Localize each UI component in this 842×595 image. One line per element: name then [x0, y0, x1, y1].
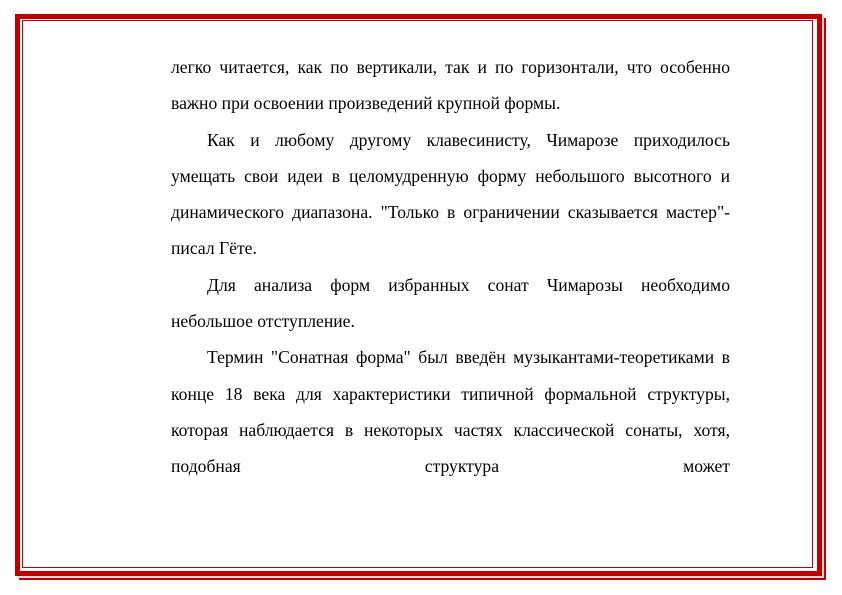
body-text — [171, 49, 730, 485]
paragraph-sonata-form-term: Термин "Сонатная форма" был введён музыкантами-теоретиками в конце 18 века для характеристики типичной формальной структуры, которая наблюдается в некоторых частях классической сонаты, хотя, подобная структура может — [171, 347, 730, 477]
paragraph-continuation: легко читается, как по вертикали, так и по горизонтали, что особенно важно при освоении произведений крупной формы. — [171, 57, 730, 114]
paragraph-cimarosa-harpsichord: Как и любому другому клавесинисту, Чимарозе приходилось умещать свои идеи в целомудренную форму небольшого высотного и динамического диапазона. "Только в ограничении сказывается мастер"- писал Гёте. — [171, 129, 730, 259]
paragraph-analysis-digression: Для анализа форм избранных сонат Чимарозы необходимо небольшое отступление. — [171, 274, 730, 332]
